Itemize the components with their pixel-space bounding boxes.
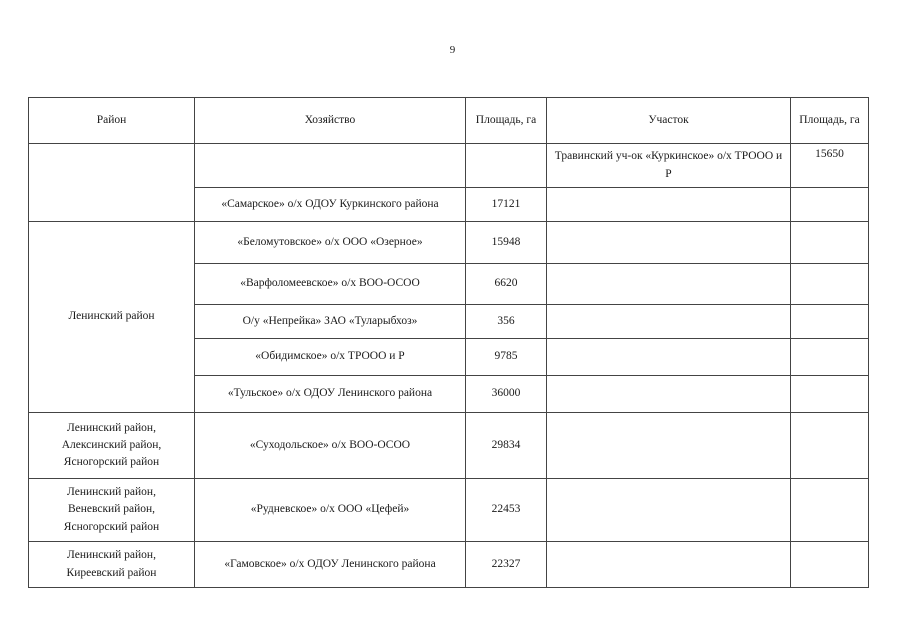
plot-cell — [547, 222, 791, 264]
area-cell: 6620 — [466, 264, 547, 305]
plot-area-cell — [791, 413, 869, 479]
area-cell — [466, 144, 547, 188]
plot-cell: Травинский уч-ок «Куркинское» о/х ТРООО и Р — [547, 144, 791, 188]
district-cell: Ленинский район — [29, 222, 195, 413]
farm-cell: «Беломутовское» о/х ООО «Озерное» — [195, 222, 466, 264]
plot-area-cell — [791, 305, 869, 339]
header-farm: Хозяйство — [195, 98, 466, 144]
district-cell — [29, 144, 195, 222]
area-cell: 22453 — [466, 479, 547, 542]
farm-cell: «Суходольское» о/х ВОО-ОСОО — [195, 413, 466, 479]
farm-cell: «Обидимское» о/х ТРООО и Р — [195, 339, 466, 376]
plot-cell — [547, 188, 791, 222]
farm-cell: «Самарское» о/х ОДОУ Куркинского района — [195, 188, 466, 222]
plot-cell — [547, 339, 791, 376]
header-plot: Участок — [547, 98, 791, 144]
farms-table — [28, 97, 869, 588]
plot-area-cell — [791, 479, 869, 542]
header-plot-area: Площадь, га — [791, 98, 869, 144]
plot-area-cell — [791, 542, 869, 588]
plot-cell — [547, 264, 791, 305]
table-row — [29, 413, 869, 479]
farm-cell: О/у «Непрейка» ЗАО «Туларыбхоз» — [195, 305, 466, 339]
area-cell: 36000 — [466, 376, 547, 413]
table-row — [29, 542, 869, 588]
plot-area-cell — [791, 264, 869, 305]
district-cell: Ленинский район, Веневский район, Ясногорский район — [29, 479, 195, 542]
page-number: 9 — [449, 44, 456, 56]
area-cell: 15948 — [466, 222, 547, 264]
farm-cell: «Рудневское» о/х ООО «Цефей» — [195, 479, 466, 542]
plot-cell — [547, 413, 791, 479]
farm-cell: «Тульское» о/х ОДОУ Ленинского района — [195, 376, 466, 413]
plot-cell — [547, 376, 791, 413]
plot-cell — [547, 542, 791, 588]
area-cell: 29834 — [466, 413, 547, 479]
plot-area-cell — [791, 339, 869, 376]
plot-area-cell — [791, 376, 869, 413]
area-cell: 356 — [466, 305, 547, 339]
area-cell: 22327 — [466, 542, 547, 588]
area-cell: 9785 — [466, 339, 547, 376]
plot-cell — [547, 479, 791, 542]
plot-area-cell: 15650 — [791, 144, 869, 188]
farm-cell — [195, 144, 466, 188]
district-cell: Ленинский район, Алексинский район, Ясногорский район — [29, 413, 195, 479]
plot-area-cell — [791, 188, 869, 222]
farm-cell: «Гамовское» о/х ОДОУ Ленинского района — [195, 542, 466, 588]
plot-cell — [547, 305, 791, 339]
table-row — [29, 479, 869, 542]
table-row — [29, 144, 869, 188]
header-area: Площадь, га — [466, 98, 547, 144]
district-cell: Ленинский район, Киреевский район — [29, 542, 195, 588]
table-row — [29, 222, 869, 264]
table-header-row — [29, 98, 869, 144]
plot-area-cell — [791, 222, 869, 264]
area-cell: 17121 — [466, 188, 547, 222]
header-district: Район — [29, 98, 195, 144]
farm-cell: «Варфоломеевское» о/х ВОО-ОСОО — [195, 264, 466, 305]
